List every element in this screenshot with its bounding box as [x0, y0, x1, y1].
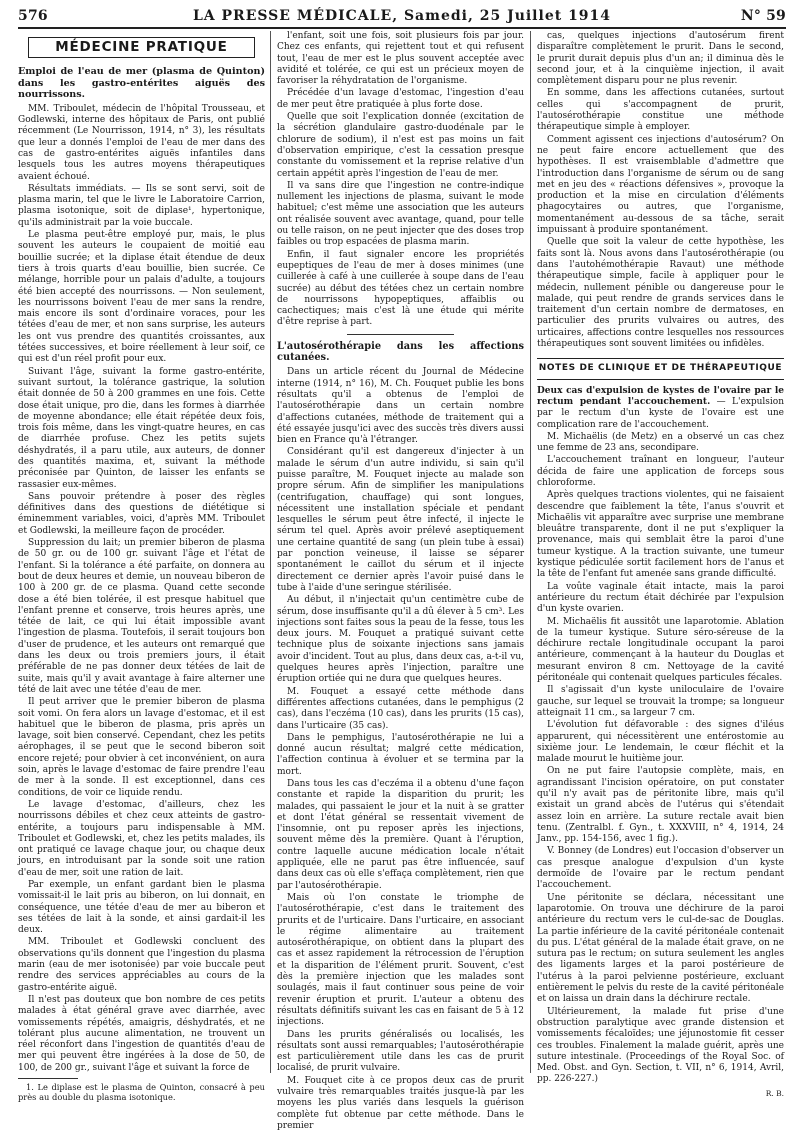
paragraph: Résultats immédiats. — Ils se sont servi, soit de plasma marin, tel que le livre le Laboratoire Carrion, plasma isotonique, soit de diplase¹, hypertonique, qu'ils administrait par la voie buccale.	[18, 183, 265, 228]
paragraph: En somme, dans les affections cutanées, surtout celles qui s'accompagnent de prurit, l'autosérothérapie constitue une méthode thérapeutique simple à employer.	[537, 88, 784, 133]
column-2	[277, 31, 524, 1131]
paragraph: V. Bonney (de Londres) eut l'occasion d'observer un cas presque analogue d'expulsion d'un kyste dermoïde de l'ovaire par le rectum pendant l'accouchement.	[537, 846, 784, 891]
paragraph: Une péritonite se déclara, nécessitant une laparotomie. On trouva une déchirure de la paroi antérieure du rectum vers le cul-de-sac de Douglas. La partie inférieure de la cavité péritonéale contenait du pus. L'état général de la malade était grave, on ne sutura pas le rectum; on sutura seulement les angles des ligaments larges et la paroi postérieure de l'utérus à la paroi pelvienne postérieure, excluant entièrement le pelvis du reste de la cavité péritonéale et on laissa un drain dans la déchirure rectale.	[537, 892, 784, 1005]
journal-title: LA PRESSE MÉDICALE, Samedi, 25 Juillet 1914	[192, 8, 612, 24]
section-title: MÉDECINE PRATIQUE	[28, 37, 255, 58]
paragraph: Après quelques tractions violentes, qui ne faisaient descendre que faiblement la tête, l'anus s'ouvrit et Michaëlis vit apparaître avec surprise une membrane bleuâtre transparente, dont il ne put s'expliquer la provenance, mais qui semblait être la paroi d'une tumeur kystique. A la traction suivante, une tumeur kystique pédiculée sortit facilement hors de l'anus et la tête de l'enfant fut amenée sans grande difficulté.	[537, 490, 784, 580]
paragraph: Le lavage d'estomac, d'ailleurs, chez les nourrissons débiles et chez ceux atteints de gastro-entérite, a toujours paru indispensable à MM. Triboulet et Godlewski, et, chez les petits malades, ils ont pratiqué ce lavage chaque jour, ou chaque deux jours, en introduisant par la sonde soit une ration d'eau de mer, soit une ration de lait.	[18, 799, 265, 878]
paragraph: M. Michaëlis fit aussitôt une laparotomie. Ablation de la tumeur kystique. Suture séro-séreuse de la déchirure rectale longitudinale occupant la paroi antérieure, commençant à la hauteur du Douglas et mesurant environ 8 cm. Nettoyage de la cavité péritonéale qui contenait quelques particules fécales.	[537, 616, 784, 684]
issue-number: N° 59	[740, 8, 786, 24]
paragraph: Au début, il n'injectait qu'un centimètre cube de sérum, dose insuffisante qu'il a dû élever à 5 cm³. Les injections sont faites sous la peau de la fesse, tous les deux jours. M. Fouquet a pratiqué suivant cette technique plus de soixante injections sans jamais avoir d'incident. Tout au plus, dans deux cas, a-t-il vu, quelques heures après l'injection, paraître une éruption ortiée qui ne dura que quelques heures.	[277, 595, 524, 685]
article-body-continued	[537, 31, 784, 350]
paragraph: Précédée d'un lavage d'estomac, l'ingestion d'eau de mer peut être pratiquée à plus forte dose.	[277, 88, 524, 110]
paragraph: On ne put faire l'autopsie complète, mais, en agrandissant l'incision opératoire, on put constater qu'il n'y avait pas de péritonite libre, mais qu'il existait un grand abcès de l'utérus qui s'étendait assez loin en arrière. La suture rectale avait bien tenu. (Zentralbl. f. Gyn., t. XXXVIII, n° 4, 1914, 24 Janv., pp. 154-156, avec 1 fig.).	[537, 766, 784, 845]
paragraph: Quelle que soit l'explication donnée (excitation de la sécrétion glandulaire gastro-duodénale par le chlorure de sodium), il n'est est pas moins un fait d'observation empirique, c'est la cessation presque constante du vomissement et la reprise relative d'un certain appétit après l'ingestion de l'eau de mer.	[277, 112, 524, 179]
footnote: 1. Le diplase est le plasma de Quinton, consacré à peu près au double du plasma isotonique.	[18, 1082, 265, 1103]
column-divider	[270, 31, 271, 1073]
author-signature: R. B.	[765, 1088, 784, 1098]
paragraph: l'enfant, soit une fois, soit plusieurs fois par jour. Chez ces enfants, qui rejettent tout et qui refusent tout, l'eau de mer est le plus souvent acceptée avec avidité et tolérée, ce qui est un précieux moyen de favoriser la réhydratation de l'organisme.	[277, 31, 524, 87]
paragraph: Enfin, il faut signaler encore les propriétés eupeptiques de l'eau de mer à doses minimes (une cuillerée à café à une cuillerée à soupe dans de l'eau sucrée) au début des tétées chez un certain nombre de nourrissons hypopeptiques, affaiblis ou cachectiques; mais c'est là une étude qui mérite d'être reprise à part.	[277, 249, 524, 328]
paragraph: MM. Triboulet, médecin de l'hôpital Trousseau, et Godlewski, interne des hôpitaux de Paris, ont publié récemment (Le Nourrisson, 1914, n° 3), les résultats que leur a donnés l'emploi de l'eau de mer dans des cas de gastro-entérites aiguës infantiles dans lesquels tous les autres moyens thérapeutiques avaient échoué.	[18, 103, 265, 182]
paragraph: Il va sans dire que l'ingestion ne contre-indique nullement les injections de plasma, suivant le mode habituel; c'est même une association que les auteurs ont réalisée souvent avec avantage, quand, pour telle ou telle raison, on ne peut injecter que des doses trop faibles ou trop espacées de plasma marin.	[277, 180, 524, 248]
paragraph: M. Fouquet cite à ce propos deux cas de prurit vulvaire très remarquables traités jusque-là par les moyens les plus variés dans lesquels la guérison complète fut obtenue par cette méthode. Dans le premier	[277, 1075, 524, 1131]
paragraph: Mais où l'on constate le triomphe de l'autosérothérapie, c'est dans le traitement des prurits et de l'urticaire. Dans l'urticaire, en associant le régime alimentaire au traitement autosérothérapique, on obtient dans la plupart des cas et assez rapidement la rétrocession de l'éruption et la disparition de l'élément prurit. Souvent, c'est dès la première injection que les malades sont soulagés, mais il faut continuer sous peine de voir revenir éruption et prurit. L'auteur a obtenu des résultats définitifs suivant les cas en faisant de 5 à 12 injections.	[277, 892, 524, 1028]
paragraph: Il s'agissait d'un kyste uniloculaire de l'ovaire gauche, sur lequel se trouvait la trompe; sa longueur atteignait 11 cm., sa largeur 7 cm.	[537, 685, 784, 718]
paragraph: Dans les prurits généralisés ou localisés, les résultats sont aussi remarquables; l'autosérothérapie est particulièrement utile dans les cas de prurit localisé, de prurit vulvaire.	[277, 1029, 524, 1074]
note-intro: — L'expulsion par le rectum d'un kyste de l'ovaire est une complication rare de l'accouchement.	[537, 396, 784, 430]
article-title: Emploi de l'eau de mer (plasma de Quinton) dans les gastro-entérites aiguës des nourrissons.	[18, 66, 265, 101]
paragraph: cas, quelques injections d'autosérum firent disparaître complètement le prurit. Dans le second, le prurit durait depuis plus d'un an; il diminua dès le second jour, et à la cinquième injection, il avait complètement disparu pour ne plus revenir.	[537, 31, 784, 87]
article-separator	[347, 334, 454, 335]
paragraph: Dans tous les cas d'eczéma il a obtenu d'une façon constante et rapide la disparition du prurit; les malades, qui passaient le jour et la nuit à se gratter et dont l'état général se ressentait vivement de l'insomnie, ont pu reposer après les injections, souvent même dès la première. Quant à l'éruption, contre laquelle aucune médication locale n'était appliquée, elle ne parut pas être influencée, sauf dans deux cas où elle s'effaça complètement, rien que par l'autosérothérapie.	[277, 779, 524, 891]
paragraph: Quelle que soit la valeur de cette hypothèse, les faits sont là. Nous avons dans l'autosérothérapie (ou dans l'autohémothérapie Ravaut) une méthode thérapeutique simple, facile à appliquer pour le médecin, nullement pénible ou dangereuse pour le malade, qui peut rendre de grands services dans le traitement d'un certain nombre de dermatoses, en particulier des prurits vulvaires ou autres, des urticaires, affections contre lesquelles nos ressources thérapeutiques sont souvent limitées ou infidèles.	[537, 237, 784, 350]
paragraph: Dans un article récent du Journal de Médecine interne (1914, n° 16), M. Ch. Fouquet publie les bons résultats qu'il a obtenus de l'emploi de l'autosérothérapie dans un certain nombre d'affections cutanées, méthode de traitement qui a été essayée jusqu'ici avec des succès très divers aussi bien en France qu'à l'étranger.	[277, 367, 524, 446]
paragraph: L'évolution fut défavorable : des signes d'iléus apparurent, qui nécessitèrent une entérostomie au sixième jour. Le lendemain, le cœur fléchit et la malade mourut le huitième jour.	[537, 720, 784, 765]
paragraph: MM. Triboulet et Godlewski concluent des observations qu'ils donnent que l'ingestion du plasma marin (eau de mer isotonisée) par voie buccale peut rendre des services appréciables au cours de la gastro-entérite aiguë.	[18, 937, 265, 993]
paragraph: Dans le pemphigus, l'autosérothérapie ne lui a donné aucun résultat; malgré cette médication, l'affection continua à évoluer et se termina par la mort.	[277, 732, 524, 777]
paragraph: M. Michaëlis (de Metz) en a observé un cas chez une femme de 23 ans, secondipare.	[537, 431, 784, 454]
header-rule	[18, 27, 786, 29]
page-number: 576	[18, 8, 48, 24]
column-3	[537, 31, 784, 1098]
paragraph: Considérant qu'il est dangereux d'injecter à un malade le sérum d'un autre individu, si sain qu'il puisse paraître, M. Fouquet injecte au malade son propre sérum. Afin de simplifier les manipulations (centrifugation, chauffage) qui sont longues, nécessitent une installation spéciale et pendant lesquelles le sérum peut être infecté, il injecte le sérum tel quel. Après avoir prélevé aseptiquement une certaine quantité de sang (un plein tube à essai) par ponction veineuse, il laisse se séparer spontanément le caillot du sérum et il injecte directement ce dernier après l'avoir puisé dans le tube à l'aide d'une seringue stérilisée.	[277, 447, 524, 593]
paragraph: Comment agissent ces injections d'autosérum? On ne peut faire encore actuellement que des hypothèses. Il est vraisemblable d'admettre que l'introduction dans l'organisme de sérum ou de sang met en jeu des « réactions défensives », provoque la production et la mise en circulation d'éléments phagocytaires ou autres, que l'organisme, momentanément au-dessous de sa tâche, serait impuissant à produire spontanément.	[537, 134, 784, 236]
footnote-rule	[18, 1078, 78, 1079]
paragraph: Il n'est pas douteux que bon nombre de ces petits malades à état général grave avec diarrhée, avec vomissements répétés, amaigris, déshydratés, et ne tolérant plus aucune alimentation, ne trouvent un réel réconfort dans l'ingestion de quantités d'eau de mer qui peuvent être ingérées à la dose de 50, de 100, de 200 gr., suivant l'âge et suivant la force de	[18, 994, 265, 1073]
paragraph: Sans pouvoir prétendre à poser des règles définitives dans des questions de diététique si éminemment variables, voici, d'après MM. Triboulet et Godlewski, la meilleure façon de procéder.	[18, 491, 265, 536]
paragraph: Le plasma peut-être employé pur, mais, le plus souvent les auteurs le coupaient de moitié eau bouillie sucrée; et la diplase était étendue de deux tiers à trois quarts d'eau bouillie, bien sucrée. Ce mélange, horrible pour un palais d'adulte, a toujours été bien accepté des nourrissons. — Non seulement, les nourrissons boivent l'eau de mer sans la rendre, mais encore ils sont d'ordinaire voraces, pour les tétées d'eau de mer, et non sans surprise, les auteurs les ont vus prendre des quantités croissantes, aux tétées successives, et boire réellement à leur soif, ce qui est d'un réel profit pour eux.	[18, 230, 265, 365]
paragraph: Par exemple, un enfant gardant bien le plasma vomissait-il le lait pris au biberon, on lui donnait, en conséquence, une tétée d'eau de mer au biberon et ses tétées de lait à la sonde, et ainsi gardait-il les deux.	[18, 879, 265, 936]
column-1	[18, 31, 265, 1103]
paragraph: Suivant l'âge, suivant la forme gastro-entérite, suivant surtout, la tolérance gastrique, la solution était donnée de 50 à 200 grammes en une fois. Cette dose était unique, pro die, dans les formes à diarrhée de moyenne abondance; elle était répétée deux fois, trois fois même, dans les vingt-quatre heures, en cas de diarrhée profuse. Chez les petits sujets déshydratés, il a paru utile, aux auteurs, de donner des quantités maxima, et, suivant la méthode préconisée par Quinton, de laisser les enfants se rassasier eux-mêmes.	[18, 366, 265, 490]
note-body	[537, 432, 784, 1086]
paragraph: L'accouchement traînant en longueur, l'auteur décida de faire une application de forceps sous chloroforme.	[537, 455, 784, 488]
paragraph: Ultérieurement, la malade fut prise d'une obstruction paralytique avec grande distension et vomissements fécaloïdes; une jéjunostomie fit cesser ces troubles. Finalement la malade guérit, après une suture intestinale. (Proceedings of the Royal Soc. of Med. Obst. and Gyn. Section, t. VII, n° 6, 1914, Avril, pp. 226-227.)	[537, 1006, 784, 1085]
notes-section-title: NOTES DE CLINIQUE ET DE THÉRAPEUTIQUE	[537, 358, 784, 379]
column-divider	[530, 31, 531, 1073]
note-title: Deux cas d'expulsion de kystes de l'ovaire par le rectum pendant l'accouchement.	[537, 385, 784, 407]
article-body	[277, 367, 524, 1132]
section-heading: L'autosérothérapie dans les affections cutanées.	[277, 340, 524, 364]
paragraph: Suppression du lait; un premier biberon de plasma de 50 gr. ou de 100 gr. suivant l'âge et l'état de l'enfant. Si la tolérance a été parfaite, on donnera au bout de deux heures et demie, un nouveau biberon de 100 à 200 gr. de ce plasma. Quand cette seconde dose a été bien tolérée, il est presque habituel que l'enfant prenne et conserve, trois heures après, une tétée de lait, ce qui lui était impossible avant l'ingestion de plasma. Toutefois, il serait toujours bon d'user de prudence, et les auteurs ont remarqué que dans les deux ou trois premiers jours, il était préférable de ne pas donner deux tétées de lait de suite, mais qu'il y avait avantage à faire alterner une tété de lait avec une tétée d'eau de mer.	[18, 538, 265, 695]
paragraph: M. Fouquet a essayé cette méthode dans différentes affections cutanées, dans le pemphigus (2 cas), dans l'eczéma (10 cas), dans les prurits (15 cas), dans l'urticaire (35 cas).	[277, 686, 524, 731]
page-header	[18, 8, 786, 26]
note-lead	[537, 386, 784, 431]
article-body-continued	[277, 31, 524, 329]
article-body	[18, 104, 265, 1074]
paragraph: Il peut arriver que le premier biberon de plasma soit vomi. On fera alors un lavage d'estomac, et il est habituel que le biberon de plasma, pris après un lavage, soit bien conservé. Cependant, chez les petits aérophages, il se peut que le second biberon soit encore rejeté; pour obvier à cet inconvénient, on aura soin, après le lavage d'estomac de faire prendre l'eau de mer à la sonde. Il est exceptionnel, dans ces conditions, de voir ce liquide rendu.	[18, 697, 265, 798]
paragraph: La voûte vaginale était intacte, mais la paroi antérieure du rectum était déchirée par l'expulsion d'un kyste ovarien.	[537, 581, 784, 615]
